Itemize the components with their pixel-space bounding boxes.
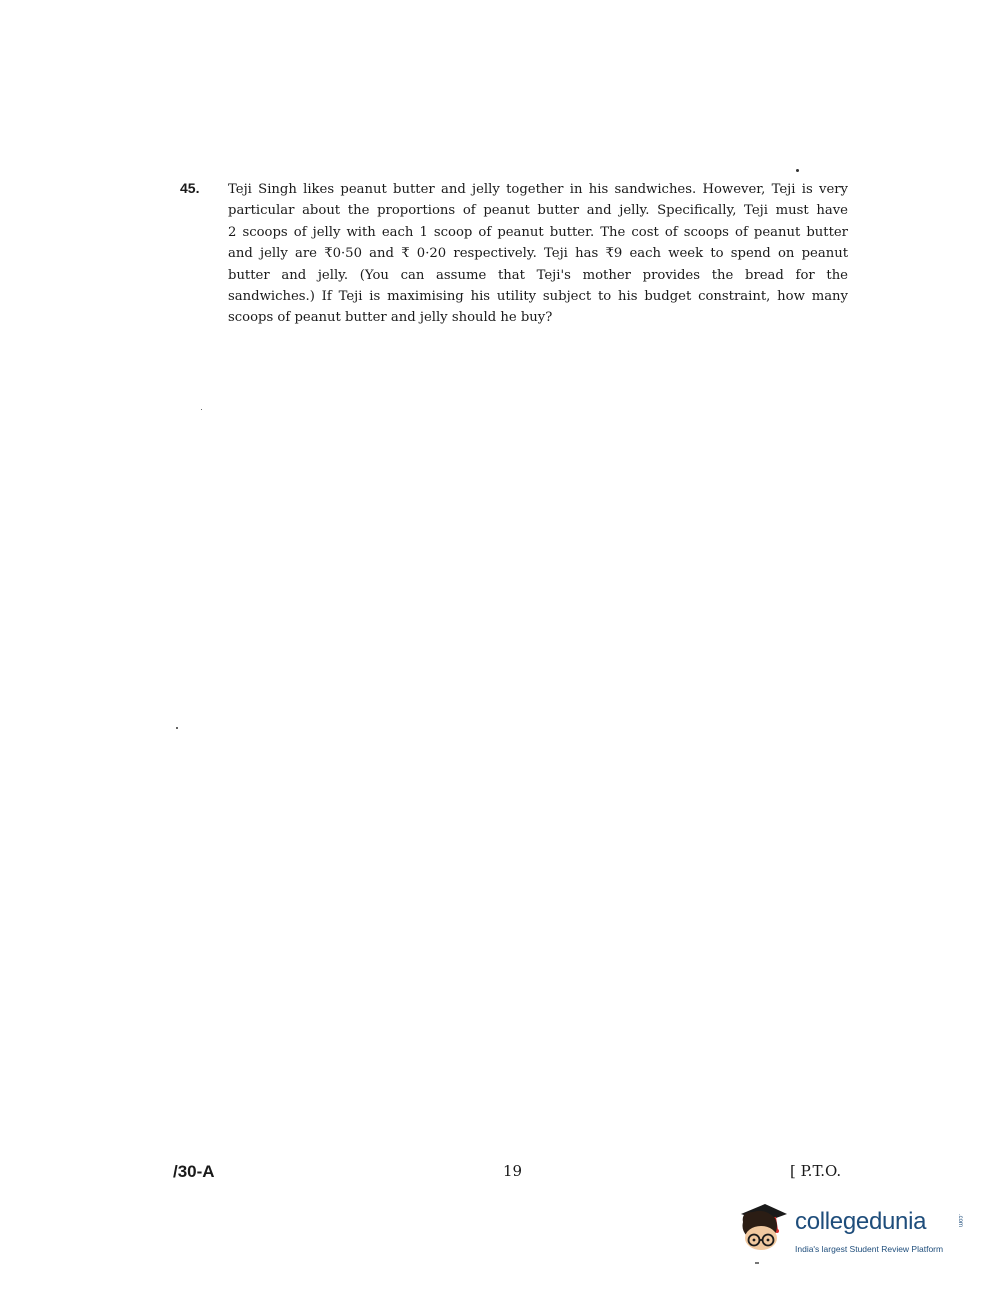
question-line: 2 scoops of jelly with each 1 scoop of peanut butter. The cost of scoops of peanut butter [228,224,848,240]
brand-name: collegedunia [795,1208,927,1235]
brand-tagline: India's largest Student Review Platform [795,1244,944,1254]
mascot-icon [735,1200,795,1270]
stray-mark [796,169,799,172]
brand-domain: .com [957,1214,963,1228]
question-line: and jelly are ₹0·50 and ₹ 0·20 respectively. Teji has ₹9 each week to spend on peanut [228,246,848,262]
stray-mark [176,727,178,729]
question-line: sandwiches.) If Teji is maximising his utility subject to his budget constraint, how many [228,289,848,305]
collegedunia-logo [735,1200,965,1270]
stray-mark [201,409,202,410]
question-number: 45. [180,180,200,196]
question-line: particular about the proportions of peanut butter and jelly. Specifically, Teji must have [228,203,848,219]
paper-code: /30-A [173,1162,215,1181]
question-text [228,179,848,329]
question-line: Teji Singh likes peanut butter and jelly together in his sandwiches. However, Teji is very [228,182,848,197]
question-line: scoops of peanut butter and jelly should he buy? [228,310,553,326]
page-number: 19 [503,1162,523,1180]
question-line: butter and jelly. (You can assume that Teji's mother provides the bread for the [228,267,848,283]
pto-label: [ P.T.O. [790,1162,842,1180]
